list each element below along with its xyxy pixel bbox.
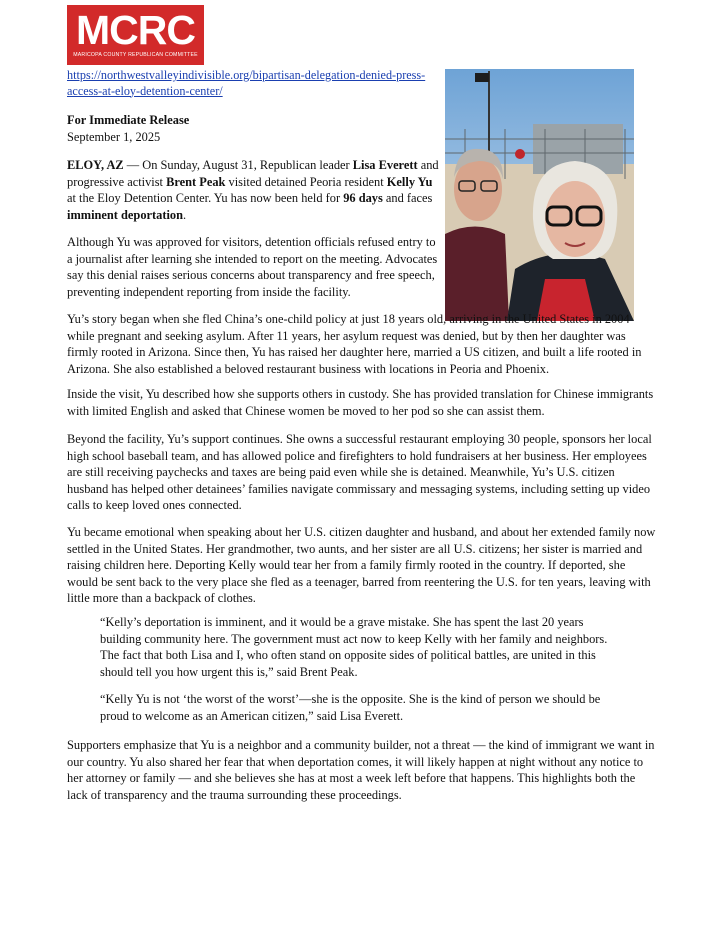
photo-of-two-people — [445, 69, 634, 321]
paragraph-journalist-denied: Although Yu was approved for visitors, detention officials refused entry to a journalist after learning she intended to report on the meeting. Advocates say this denial raises serious concerns about transparency and free speech, preventing independent reporting from inside the facility. — [67, 235, 438, 299]
logo-letters: MCRC — [76, 7, 195, 53]
quote-brent-peak: “Kelly’s deportation is imminent, and it would be a grave mistake. She has spent the last 20 years building community here. The government must act now to keep Kelly with her family and neighbors. The fact that both Lisa and I, who often stand on opposite sides of political battles, are united in this should tell you how urgent this is,” said Brent Peak. — [100, 615, 608, 679]
person-brent-peak: Brent Peak — [166, 174, 226, 189]
paragraph-background: Yu’s story began when she fled China’s one-child policy at just 18 years old, arriving in the United States in 2004 while pregnant and seeking asylum. After 11 years, her asylum request was denied, but by then her daughter was firmly rooted in Arizona. Since then, Yu has raised her daughter here, married a US citizen, and built a life rooted in Arizona. She also established a beloved restaurant business with locations in Peoria and Phoenix. — [67, 312, 642, 376]
paragraph-family: Yu became emotional when speaking about her U.S. citizen daughter and husband, and about her extended family now settled in the United States. Her grandmother, two aunts, and her sister are all U.S. citizens; her sister is married and raising children here. Deporting Kelly would tear her from a family firmly rooted in the country. If deported, she would be sent back to the very place she fled as a teenager, barred from reentering the U.S. for ten years, leaving with little more than a backpack of clothes. — [67, 525, 656, 605]
release-label: For Immediate Release — [67, 113, 190, 127]
person-kelly-yu: Kelly Yu — [386, 174, 433, 189]
paragraph-inside-visit: Inside the visit, Yu described how she supports others in custody. She has provided translation for Chinese immigrants with limited English and asked that Chinese women be moved to her pod so she can assist them. — [67, 387, 654, 418]
source-link[interactable]: https://northwestvalleyindivisible.org/bipartisan-delegation-denied-press-access-at-eloy-detention-center/ — [67, 68, 426, 98]
quote-lisa-everett: “Kelly Yu is not ‘the worst of the worst’—she is the opposite. She is the kind of person we should be proud to welcome as an American citizen,” said Lisa Everett. — [100, 692, 601, 723]
paragraph-community-support: Beyond the facility, Yu’s support continues. She owns a successful restaurant employing 30 people, sponsors her local high school baseball team, and has allowed police and firefighters to hold fundraisers at her business. Her employees are still receiving paychecks and taxes are being paid even while she is detained. Meanwhile, Yu’s U.S. citizen husband has helped other detainees’ families navigate commissary and messaging systems, including setting up video calls to keep loved ones connected. — [67, 432, 652, 512]
release-header — [67, 112, 439, 145]
release-date: September 1, 2025 — [67, 129, 161, 144]
dateline: ELOY, AZ — [67, 158, 124, 172]
intro-paragraph: ELOY, AZ — On Sunday, August 31, Republican leader Lisa Everett and progressive activist Brent Peak visited detained Peoria resident Kelly Yu at the Eloy Detention Center. Yu has now been held for 96 days and faces imminent deportation. — [67, 158, 439, 222]
person-lisa-everett: Lisa Everett — [352, 158, 418, 172]
deportation-status: imminent deportation — [67, 207, 183, 222]
paragraph-supporters: Supporters emphasize that Yu is a neighbor and a community builder, not a threat — the kind of immigrant we want in our country. Yu also shared her fear that when deportation comes, it will likely happen at night without any notice to her attorney or family — and she believes she has at most a week left before that happens. This highlights both the lack of transparency and the trauma surrounding these proceedings. — [67, 738, 655, 802]
mcrc-logo — [67, 5, 204, 65]
days-detained: 96 days — [343, 191, 383, 205]
logo-org-name: MARICOPA COUNTY REPUBLICAN COMMITTEE — [73, 52, 198, 58]
